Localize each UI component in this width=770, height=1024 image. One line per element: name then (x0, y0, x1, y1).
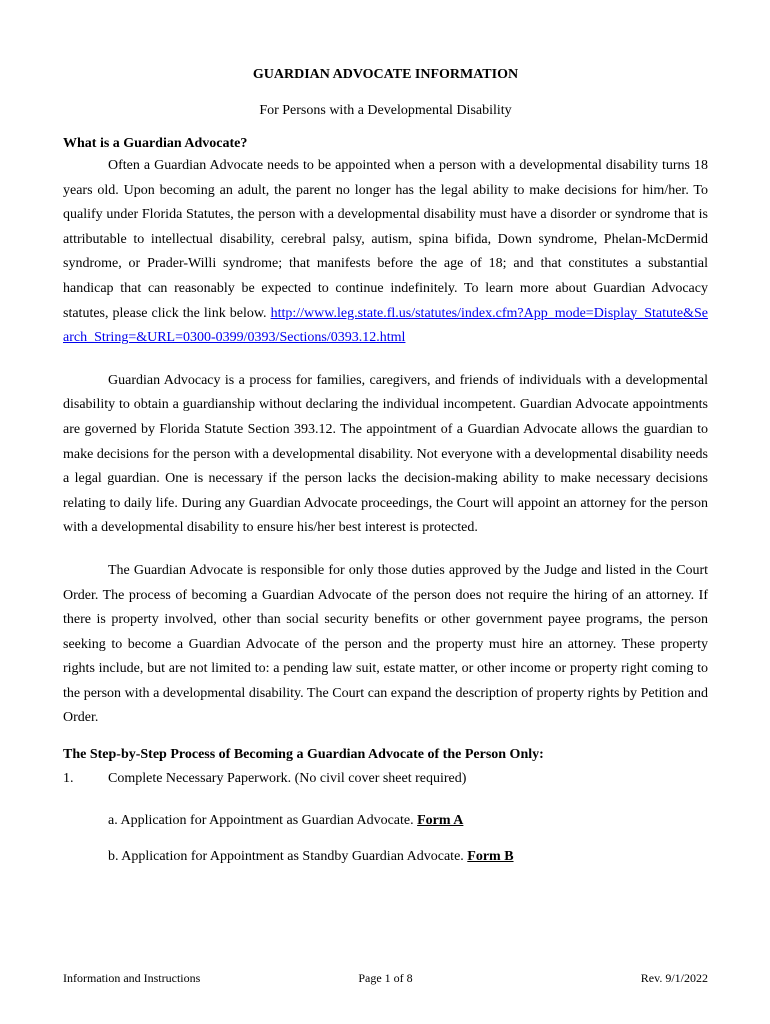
step-1-text: Complete Necessary Paperwork. (No civil cover sheet required) (108, 771, 467, 787)
statute-link[interactable]: http://www.leg.state.fl.us/statutes/index.cfm?App_mode=Display_Statute&Search_String=&URL=0300-0399/0393/Sections/0393.12.html (63, 305, 709, 346)
form-a-link[interactable]: Form A (417, 813, 464, 829)
document-body (63, 66, 708, 869)
step-1-number: 1. (63, 771, 74, 787)
form-b-link[interactable]: Form B (467, 849, 514, 865)
item-b-letter: b. (108, 849, 119, 865)
step-1-item-b (108, 845, 708, 869)
paragraph-guardian-advocacy: Guardian Advocacy is a process for families, caregivers, and friends of individuals with a developmental disability to obtain a guardianship without declaring the individual incompetent. Guardian Advocate appointments are governed by Florida Statute Section 393.12. The appointment of a Guardian Advocate allows the guardian to make decisions for the person with a developmental disability. Not everyone with a developmental disability needs a legal guardian. One is necessary if the person lacks the decision-making ability to make necessary decisions relating to daily life. During any Guardian Advocate proceedings, the Court will appoint an attorney for the person with a developmental disability to ensure his/her best interest is protected. (63, 372, 708, 536)
steps-heading: The Step-by-Step Process of Becoming a Guardian Advocate of the Person Only: (63, 747, 544, 763)
step-1-item-a (108, 809, 708, 833)
item-a-text: Application for Appointment as Guardian Advocate. (120, 813, 414, 829)
footer-page-number: Page 1 of 8 (358, 971, 413, 985)
step-1 (63, 767, 708, 791)
paragraph-responsibilities: The Guardian Advocate is responsible for only those duties approved by the Judge and listed in the Court Order. The process of becoming a Guardian Advocate of the person does not require the hiring of an attorney. If there is property involved, other than social security benefits or other government payee programs, the person seeking to become a Guardian Advocate of the person and the property must hire an attorney. These property rights include, but are not limited to: a pending law suit, estate matter, or other income or property right coming to the person with a developmental disability. The Court can expand the description of property rights by Petition and Order. (63, 562, 708, 726)
paragraph-intro (63, 154, 708, 351)
footer-revision: Rev. 9/1/2022 (640, 971, 708, 985)
paragraph-intro-text: Often a Guardian Advocate needs to be appointed when a person with a developmental disability turns 18 years old. Upon becoming an adult, the parent no longer has the legal ability to make decisions for him/her. To qualify under Florida Statutes, the person with a developmental disability must have a disorder or syndrome that is attributable to intellectual disability, cerebral palsy, autism, spina bifida, Down syndrome, Phelan-McDermid syndrome, or Prader-Willi syndrome; that manifests before the age of 18; and that constitutes a substantial handicap that can reasonably be expected to continue indefinitely. To learn more about Guardian Advocacy statutes, please click the link below. (63, 158, 708, 321)
footer-left-label: Information and Instructions (63, 971, 201, 985)
document-subtitle: For Persons with a Developmental Disability (259, 103, 512, 118)
section-heading-what-is: What is a Guardian Advocate? (63, 136, 248, 151)
document-title: GUARDIAN ADVOCATE INFORMATION (252, 67, 519, 82)
item-b-text: Application for Appointment as Standby Guardian Advocate. (121, 849, 464, 865)
item-a-letter: a. (108, 813, 118, 829)
